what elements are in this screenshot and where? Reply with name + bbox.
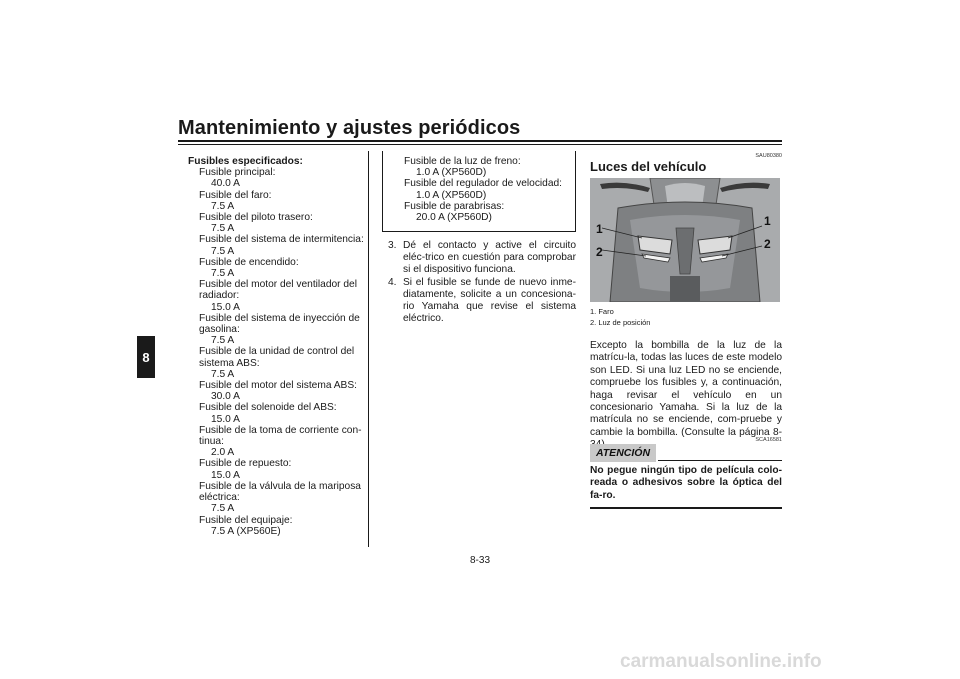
fuse-value: 15.0 A bbox=[211, 469, 240, 481]
step-number: 4. bbox=[388, 276, 397, 288]
fuse-label: Fusible del faro: bbox=[199, 189, 272, 201]
lights-paragraph: Excepto la bombilla de la luz de la matrícu-la, todas las luces de este modelo son LED. Si una luz LED no se enciende, compruebe los fusibles y, a continuación, haga revisar el vehículo en un concesionario Yamaha. Si la luz de la matrícula no se enciende, com-pruebe y cambie la bombilla. (Consulte la página 8- bbox=[590, 340, 782, 438]
caption-luz-posicion: 2. Luz de posición bbox=[590, 318, 651, 327]
fuse-spec-items bbox=[188, 167, 366, 537]
caution-bottom-rule bbox=[590, 507, 782, 509]
step-text: Dé el contacto y active el circuito eléc-trico en cuestión para comprobar si el dispositivo funciona. bbox=[403, 240, 576, 276]
callout-2-right: 2 bbox=[764, 237, 771, 251]
fuse-label: Fusible de la unidad de control del sistema ABS: bbox=[199, 346, 355, 369]
caption-faro: 1. Faro bbox=[590, 307, 614, 316]
fuse-label: Fusible del motor del ventilador del radiador: bbox=[199, 279, 357, 302]
page-number: 8-33 bbox=[469, 555, 490, 566]
caution-text: No pegue ningún tipo de película colo-reada o adhesivos sobre la óptica del fa-ro. bbox=[590, 465, 782, 501]
fuse-spec-list-continued bbox=[404, 156, 574, 223]
fuse-spec-heading: Fusibles especificados: bbox=[188, 156, 303, 167]
callout-1-right: 1 bbox=[764, 214, 771, 228]
fuse-value: 2.0 A bbox=[211, 447, 235, 459]
callout-1-left: 1 bbox=[596, 222, 603, 236]
fuse-label: Fusible principal: bbox=[199, 167, 276, 179]
fuse-label: Fusible del sistema de inyección de gasolina: bbox=[199, 312, 360, 336]
fuse-label: Fusible de repuesto: bbox=[199, 458, 292, 470]
scooter-front-illustration bbox=[590, 178, 780, 302]
fuse-value: 30.0 A bbox=[211, 391, 240, 403]
fuse-value: 7.5 A bbox=[211, 245, 235, 257]
section-code: SAU80380 bbox=[755, 153, 782, 159]
page-title: Mantenimiento y ajustes periódicos bbox=[178, 117, 521, 139]
fuse-label: Fusible de la toma de corriente con-tinua: bbox=[199, 424, 362, 448]
fuse-value: 15.0 A bbox=[211, 301, 240, 313]
fuse-label: Fusible del solenoide del ABS: bbox=[199, 402, 337, 414]
fuse-value: 7.5 A bbox=[211, 223, 235, 235]
fuse-value: 7.5 A bbox=[211, 200, 235, 212]
fuse-value: 1.0 A (XP560D) bbox=[416, 189, 487, 201]
fuse-value: 7.5 A bbox=[211, 368, 235, 380]
scooter-front-drawing bbox=[590, 178, 780, 302]
fuse-value: 40.0 A bbox=[211, 178, 240, 190]
procedure-steps bbox=[388, 240, 576, 325]
step-item bbox=[388, 240, 576, 277]
fuse-label: Fusible de la válvula de la mariposa eléctrica: bbox=[199, 480, 361, 504]
section-title: Luces del vehículo bbox=[590, 159, 707, 174]
fuse-label: Fusible del sistema de intermitencia: bbox=[199, 234, 364, 246]
fuse-value: 7.5 A bbox=[211, 335, 235, 347]
fuse-value: 7.5 A bbox=[211, 268, 235, 280]
watermark: carmanualsonline.info bbox=[620, 651, 822, 672]
caution-badge: ATENCIÓN bbox=[590, 444, 656, 462]
fuse-label: Fusible de parabrisas: bbox=[404, 200, 505, 212]
fuse-value: 7.5 A (XP560E) bbox=[211, 525, 281, 537]
fuse-label: Fusible del equipaje: bbox=[199, 514, 293, 526]
caution-code: SCA16581 bbox=[755, 437, 782, 443]
callout-2-left: 2 bbox=[596, 245, 603, 259]
fuse-value: 15.0 A bbox=[211, 413, 240, 425]
step-text: Si el fusible se funde de nuevo inme-diatamente, solicite a un concesiona-rio Yamaha que revise el sistema eléctrico. bbox=[403, 276, 576, 325]
title-rule bbox=[178, 140, 782, 142]
fuse-label: Fusible del piloto trasero: bbox=[199, 212, 313, 224]
title-rule-thin bbox=[178, 144, 782, 145]
fuse-spec-list bbox=[188, 156, 366, 537]
chapter-tab: 8 bbox=[137, 336, 155, 378]
fuse-value: 7.5 A bbox=[211, 503, 235, 515]
fuse-label: Fusible del regulador de velocidad: bbox=[404, 178, 563, 190]
fuse-label: Fusible de encendido: bbox=[199, 256, 299, 268]
fuse-value: 20.0 A (XP560D) bbox=[416, 212, 492, 224]
caution-rule bbox=[658, 460, 782, 461]
step-number: 3. bbox=[388, 240, 397, 251]
fuse-label: Fusible del motor del sistema ABS: bbox=[199, 380, 357, 392]
step-item bbox=[388, 277, 576, 326]
fuse-value: 1.0 A (XP560D) bbox=[416, 167, 487, 179]
figure-caption bbox=[590, 306, 650, 328]
fuse-label: Fusible de la luz de freno: bbox=[404, 156, 521, 167]
